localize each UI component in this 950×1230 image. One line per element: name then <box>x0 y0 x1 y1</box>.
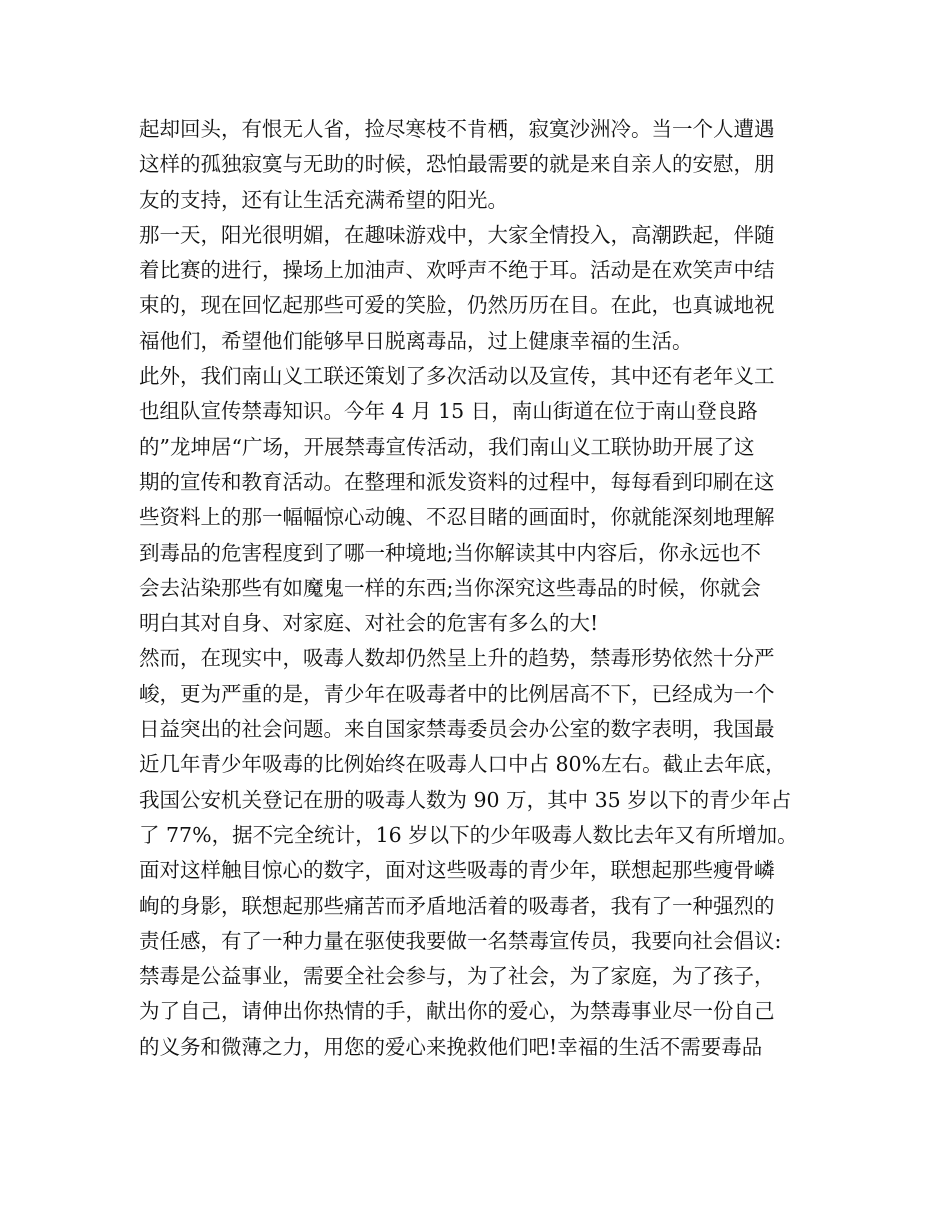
text-line: 到毒品的危害程度到了哪一种境地;当你解读其中内容后，你永远也不 <box>139 540 761 565</box>
text-line: 福他们，希望他们能够早日脱离毒品，过上健康幸福的生活。 <box>139 328 693 353</box>
text-line: 面对这样触目惊心的数字，面对这些吸毒的青少年，联想起那些瘦骨嶙 <box>139 858 775 883</box>
text-line: 那一天，阳光很明媚，在趣味游戏中，大家全情投入，高潮跌起，伴随 <box>139 222 775 247</box>
text-line: 的”龙坤居“广场，开展禁毒宣传活动，我们南山义工联协助开展了这 <box>139 434 755 459</box>
text-line: 禁毒是公益事业，需要全社会参与，为了社会，为了家庭，为了孩子， <box>139 964 775 989</box>
text-line: 明白其对自身、对家庭、对社会的危害有多么的大! <box>139 611 599 636</box>
text-line: 的义务和微薄之力，用您的爱心来挽救他们吧!幸福的生活不需要毒品 <box>139 1034 763 1059</box>
text-line: 为了自己，请伸出你热情的手，献出你的爱心，为禁毒事业尽一份自己 <box>139 999 775 1024</box>
document-body <box>139 112 811 1065</box>
text-line: 日益突出的社会问题。来自国家禁毒委员会办公室的数字表明，我国最 <box>139 717 775 742</box>
text-line: 起却回头，有恨无人省，捡尽寒枝不肯栖，寂寞沙洲冷。当一个人遭遇 <box>139 117 775 141</box>
text-line: 近几年青少年吸毒的比例始终在吸毒人口中占 80%左右。截止去年底， <box>139 752 786 777</box>
text-line: 我国公安机关登记在册的吸毒人数为 90 万，其中 35 岁以下的青少年占 <box>139 787 792 812</box>
text-line: 也组队宣传禁毒知识。今年 4 月 15 日，南山街道在位于南山登良路 <box>139 399 758 424</box>
text-line: 峻，更为严重的是，青少年在吸毒者中的比例居高不下，已经成为一个 <box>139 681 775 706</box>
text-line: 些资料上的那一幅幅惊心动魄、不忍目睹的画面时，你就能深刻地理解 <box>139 505 775 530</box>
text-line: 然而，在现实中，吸毒人数却仍然呈上升的趋势，禁毒形势依然十分严 <box>139 646 775 671</box>
text-line: 友的支持，还有让生活充满希望的阳光。 <box>139 187 508 212</box>
text-line: 着比赛的进行，操场上加油声、欢呼声不绝于耳。活动是在欢笑声中结 <box>139 258 775 283</box>
text-line: 了 77%，据不完全统计，16 岁以下的少年吸毒人数比去年又有所增加。 <box>139 822 798 847</box>
text-line: 期的宣传和教育活动。在整理和派发资料的过程中，每每看到印刷在这 <box>139 469 775 494</box>
text-line: 这样的孤独寂寞与无助的时候，恐怕最需要的就是来自亲人的安慰，朋 <box>139 152 775 177</box>
text-line: 峋的身影，联想起那些痛苦而矛盾地活着的吸毒者，我有了一种强烈的 <box>139 893 775 918</box>
text-line: 此外，我们南山义工联还策划了多次活动以及宣传，其中还有老年义工 <box>139 364 775 389</box>
text-line: 责任感，有了一种力量在驱使我要做一名禁毒宣传员，我要向社会倡议: <box>139 928 782 953</box>
text-line: 会去沾染那些有如魔鬼一样的东西;当你深究这些毒品的时候，你就会 <box>139 575 761 600</box>
text-line: 束的，现在回忆起那些可爱的笑脸，仍然历历在目。在此，也真诚地祝 <box>139 293 775 318</box>
